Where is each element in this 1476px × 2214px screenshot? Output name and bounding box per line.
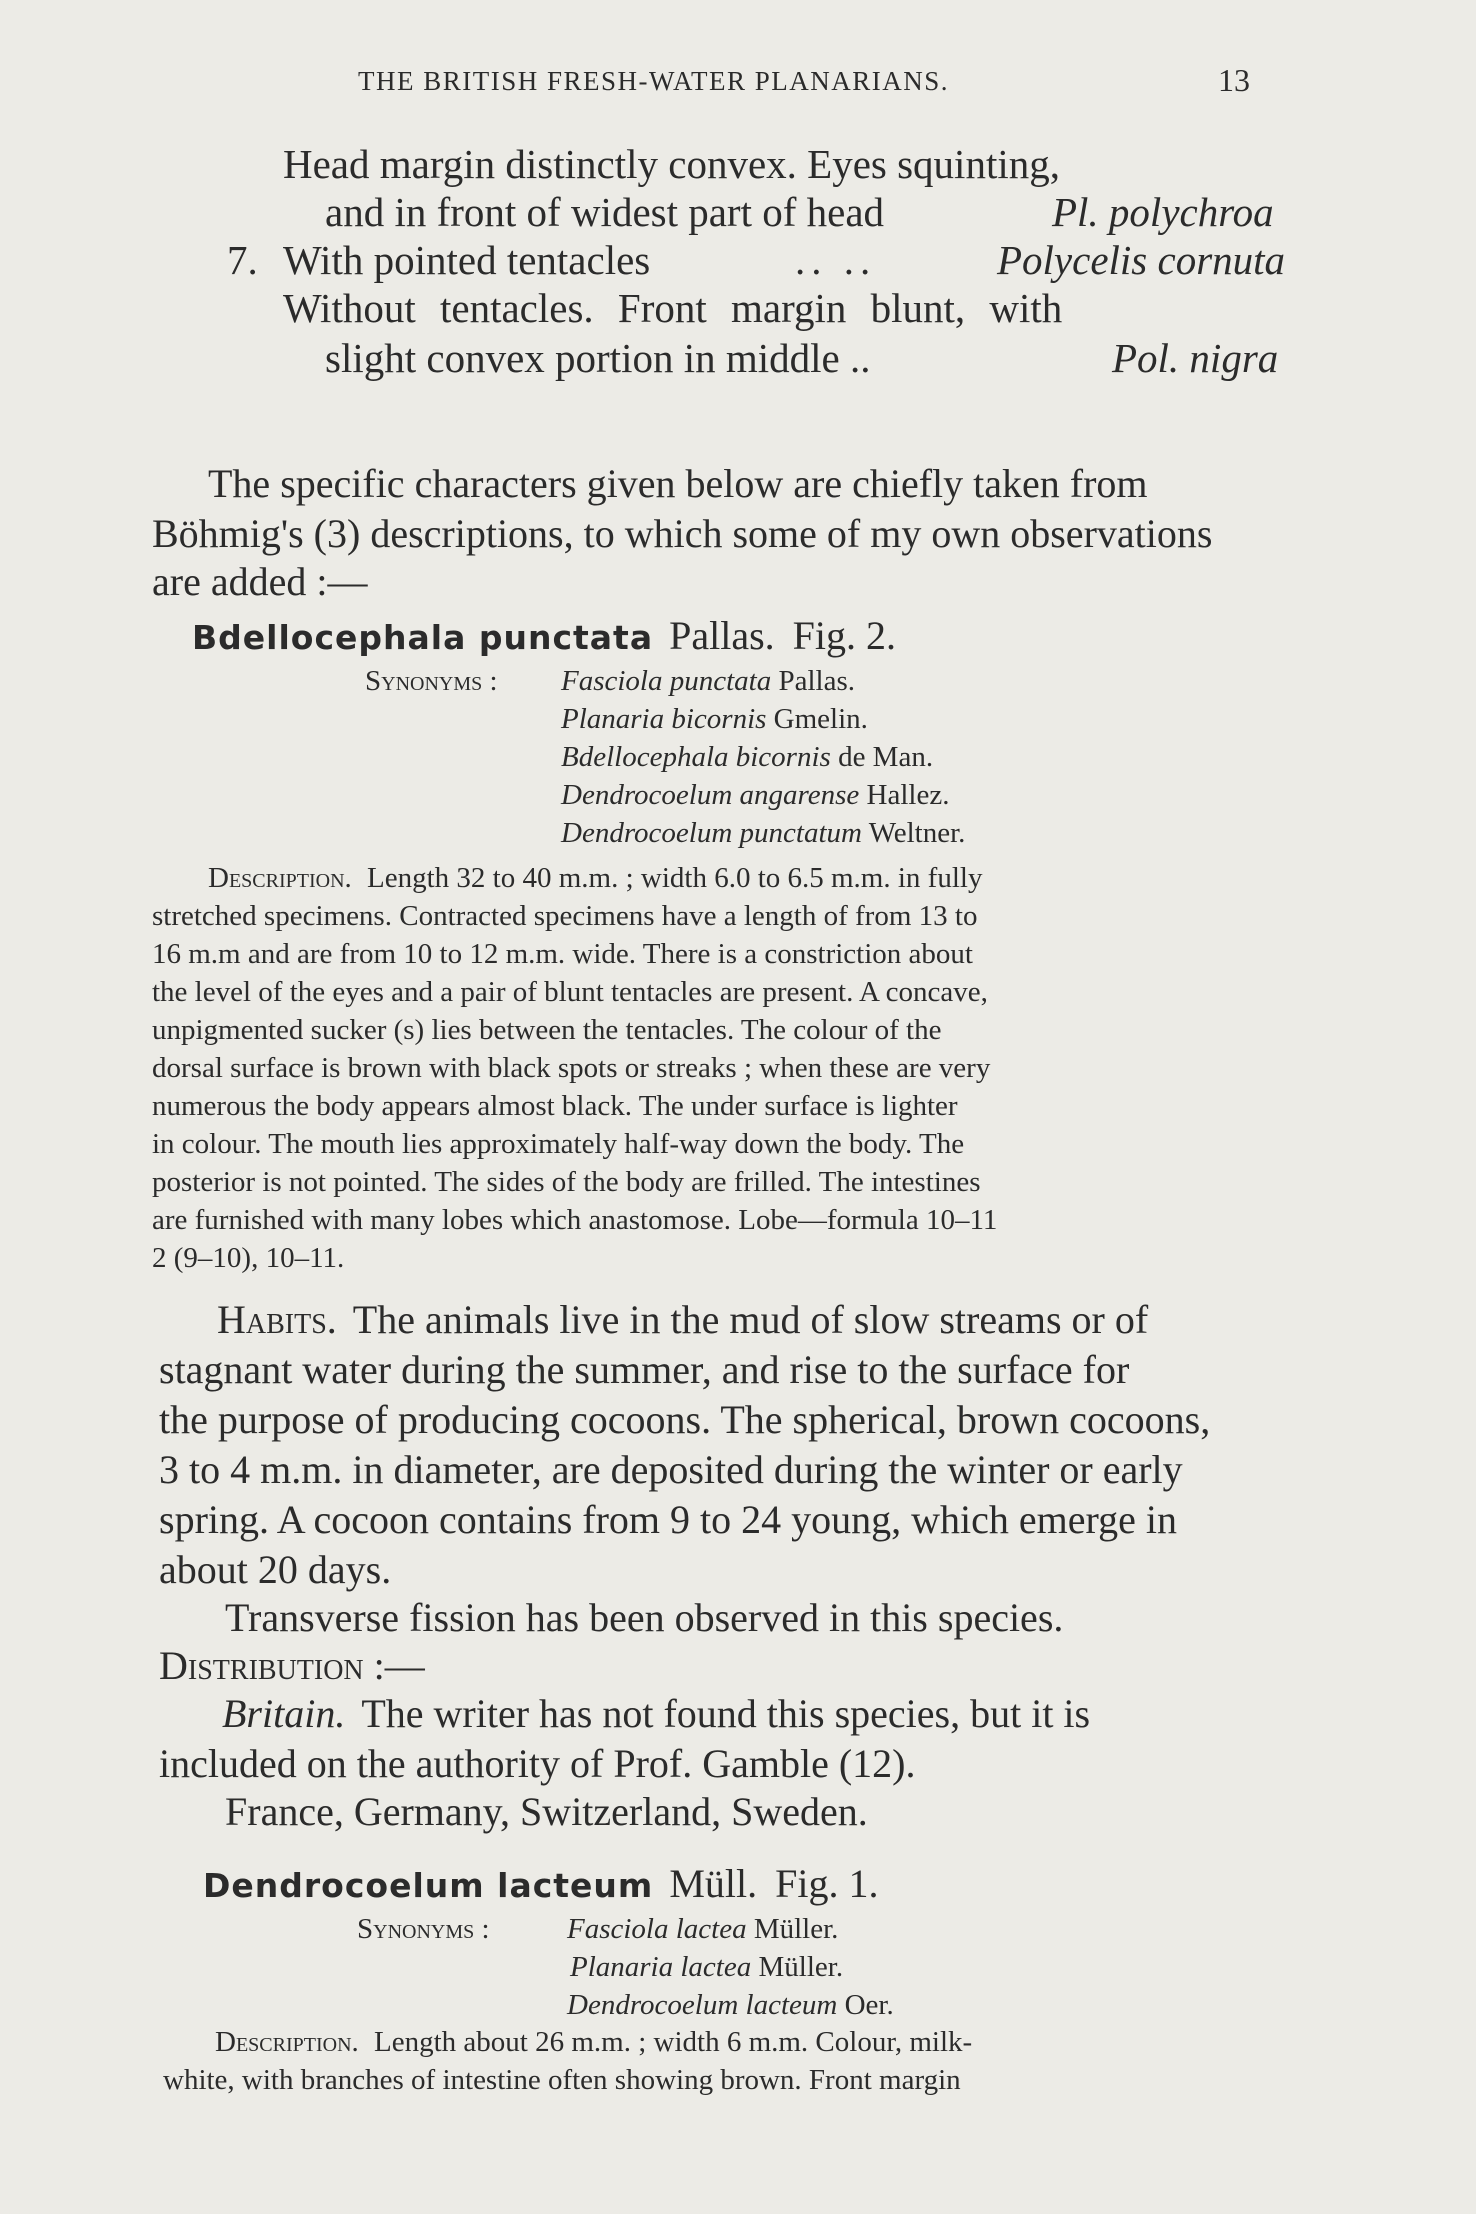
synonym-author: Müller. [758,1951,844,1983]
britain-text: The writer has not found this species, but it is [361,1691,1091,1736]
synonym-author: Weltner. [868,817,966,849]
description-label: Description. [215,2026,359,2058]
key-taxon-pl-polychroa: Pl. polychroa [1052,189,1274,235]
habits-line: 3 to 4 m.m. in diameter, are deposited during the winter or early [159,1447,1183,1492]
synonym-taxon: Planaria lactea [570,1951,752,1983]
habits-line: stagnant water during the summer, and rise to the surface for [159,1347,1130,1392]
species-name: Bdellocephala punctata [192,618,654,657]
species-heading-bdellocephala [192,612,896,659]
synonym-author: Müller. [753,1913,839,1945]
habits-label: Habits. [217,1297,337,1342]
key-couplet-number: 7. [227,237,258,283]
description-line: 16 m.m and are from 10 to 12 m.m. wide. There is a constriction about [152,938,973,970]
synonym-author: de Man. [838,741,934,773]
distribution-britain-line [222,1690,1090,1737]
synonyms-label: Synonyms : [365,665,498,697]
synonym-taxon: Bdellocephala bicornis [561,741,831,773]
synonym-author: Pallas. [778,665,856,697]
synonym-taxon: Fasciola punctata [561,665,772,697]
synonym-taxon: Dendrocoelum lacteum [567,1989,838,2021]
synonym-taxon: Fasciola lactea [567,1913,747,1945]
figure-reference: Fig. 2. [792,613,897,658]
key-line-4: Without tentacles. Front margin blunt, with [283,285,1063,331]
key-taxon-pol-nigra: Pol. nigra [1112,335,1279,381]
species-name: Dendrocoelum lacteum [203,1866,654,1905]
synonym-entry [561,779,949,812]
description-text: Length about 26 m.m. ; width 6 m.m. Colour, milk- [374,2026,973,2058]
description-line: the level of the eyes and a pair of blunt tentacles are present. A concave, [152,976,988,1008]
species-author: Pallas. [669,613,775,658]
description-line: numerous the body appears almost black. The under surface is lighter [152,1090,958,1122]
habits-line: the purpose of producing cocoons. The spherical, brown cocoons, [159,1397,1211,1442]
synonym-entry [561,665,855,698]
description-line: dorsal surface is brown with black spots or streaks ; when these are very [152,1052,991,1084]
synonyms-label: Synonyms : [357,1913,490,1945]
habits-text: The animals live in the mud of slow streams or of [352,1297,1149,1342]
description-line: 2 (9–10), 10–11. [152,1242,345,1274]
description-line: posterior is not pointed. The sides of the body are frilled. The intestines [152,1166,981,1198]
habits-first-line [217,1296,1148,1343]
running-title: THE BRITISH FRESH-WATER PLANARIANS. [358,66,950,96]
distribution-britain-line-2: included on the authority of Prof. Gamble (12). [159,1741,916,1786]
description-line: white, with branches of intestine often showing brown. Front margin [163,2064,961,2096]
figure-reference: Fig. 1. [775,1861,879,1906]
synonym-taxon: Dendrocoelum punctatum [561,817,862,849]
key-line-2: and in front of widest part of head [325,189,885,235]
habits-line: spring. A cocoon contains from 9 to 24 young, which emerge in [159,1497,1177,1542]
description-first-line [208,862,982,895]
habits-line: about 20 days. [159,1547,392,1592]
intro-line-1: The specific characters given below are chiefly taken from [208,461,1148,506]
key-taxon-polycelis-cornuta: Polycelis cornuta [997,237,1286,283]
synonym-entry [570,1951,843,1984]
species-author: Müll. [669,1861,758,1906]
fission-note: Transverse fission has been observed in this species. [225,1595,1064,1640]
distribution-countries: France, Germany, Switzerland, Sweden. [225,1789,868,1834]
description-line: are furnished with many lobes which anastomose. Lobe—formula 10–11 [152,1204,998,1236]
description-line: unpigmented sucker (s) lies between the tentacles. The colour of the [152,1014,942,1046]
key-line-1: Head margin distinctly convex. Eyes squinting, [283,141,1060,187]
synonym-entry [561,741,933,774]
distribution-label: Distribution :— [159,1643,425,1688]
intro-line-2: Böhmig's (3) descriptions, to which some of my own observations [152,511,1213,556]
description-text: Length 32 to 40 m.m. ; width 6.0 to 6.5 m.m. in fully [367,862,983,894]
description-line: in colour. The mouth lies approximately half-way down the body. The [152,1128,965,1160]
synonym-author: Oer. [844,1989,894,2021]
page-number: 13 [1218,62,1250,98]
synonym-entry [561,817,965,850]
key-line-3: With pointed tentacles [283,237,651,283]
key-line-5: slight convex portion in middle .. [325,335,871,381]
synonym-entry [567,1913,838,1946]
synonym-author: Gmelin. [773,703,868,735]
key-leader-dots: .. .. [795,237,877,283]
description-line: stretched specimens. Contracted specimens have a length of from 13 to [152,900,978,932]
britain-label: Britain. [222,1691,346,1736]
synonym-entry [567,1989,894,2022]
synonym-taxon: Planaria bicornis [561,703,767,735]
synonym-entry [561,703,868,736]
description-first-line [215,2026,972,2059]
synonym-author: Hallez. [866,779,950,811]
synonym-taxon: Dendrocoelum angarense [561,779,860,811]
description-label: Description. [208,862,352,894]
intro-line-3: are added :— [152,559,368,604]
species-heading-dendrocoelum [203,1860,878,1907]
